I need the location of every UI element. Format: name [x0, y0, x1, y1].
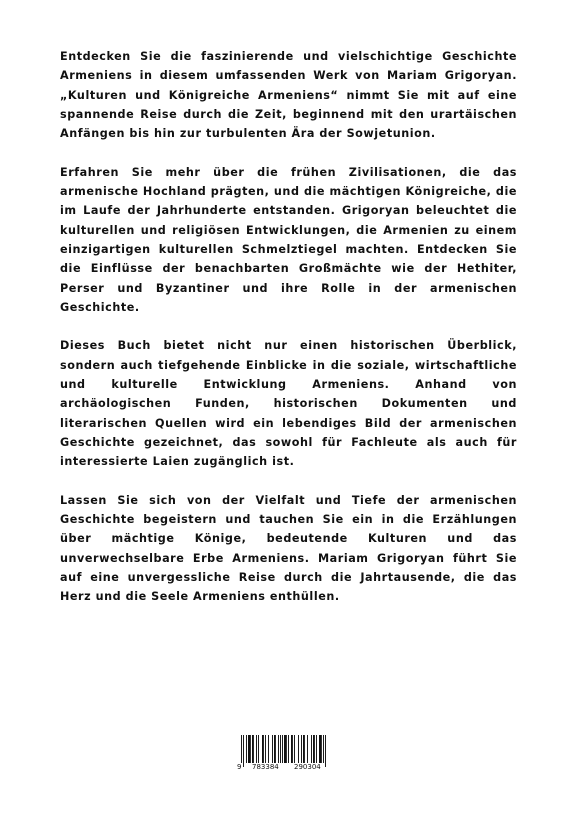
barcode-bar — [258, 735, 259, 763]
barcode-bar — [284, 735, 287, 763]
blurb-paragraph-2: Erfahren Sie mehr über die frühen Zivilisationen, die das armenische Hochland prägten, und die mächtigen Königreiche, die im Laufe der Jahrhunderte entstanden. Grigoryan beleuchtet die kulturellen und religiösen Entwicklungen, die Armenien zu einem einzigartigen kulturellen Schmelztiegel machten. Entdecken Sie die Einflüsse der benachbarten Großmächte wie der Hethiter, Perser und Byzantiner und ihre Rolle in der armenischen Geschichte. — [60, 165, 517, 314]
barcode-bar — [303, 735, 305, 763]
barcode-bar — [248, 735, 251, 763]
barcode-bar — [323, 735, 324, 763]
barcode-bar — [298, 735, 299, 763]
barcode-bar — [268, 735, 269, 763]
barcode-bar — [246, 735, 247, 763]
barcode-bar — [301, 735, 302, 763]
barcode-bar — [316, 735, 317, 763]
barcode-bar — [272, 735, 273, 763]
barcode-bar — [252, 735, 254, 763]
blurb-paragraph-3: Dieses Buch bietet nicht nur einen historischen Überblick, sondern auch tiefgehende Einblicke in die soziale, wirtschaftliche und kulturelle Entwicklung Armeniens. Anhand von archäologischen Funden, historischen Dokumenten und literarischen Quellen wird ein lebendiges Bild der armenischen Geschichte gezeichnet, das sowohl für Fachleute als auch für interessierte Laien zugänglich ist. — [60, 339, 517, 469]
barcode-bar — [311, 735, 312, 763]
barcode-left-group: 783384 — [252, 763, 279, 771]
barcode-lead-digit: 9 — [237, 763, 242, 771]
blurb-paragraph-4: Lassen Sie sich von der Vielfalt und Tiefe der armenischen Geschichte begeistern und tauchen Sie ein in die Erzählungen über mächtige Könige, bedeutende Kulturen und das unverwechselbare Erbe Armeniens. Mariam Grigoryan führt Sie auf eine unvergessliche Reise durch die Jahrtausende, die das Herz und die Seele Armeniens enthüllen. — [60, 493, 517, 604]
barcode-bar — [278, 735, 279, 763]
barcode-bar — [294, 735, 295, 763]
barcode-digits — [238, 763, 338, 773]
barcode-bar — [313, 735, 315, 763]
blurb-paragraph-1: Entdecken Sie die faszinierende und vielschichtige Geschichte Armeniens in diesem umfassenden Werk von Mariam Grigoryan. „Kulturen und Königreiche Armeniens“ nimmt Sie mit auf eine spannende Reise durch die Zeit, beginnend mit den urartäischen Anfängen bis hin zur turbulenten Ära der Sowjetunion. — [60, 50, 517, 141]
barcode-bar — [319, 735, 322, 763]
barcode-bar — [291, 735, 293, 763]
barcode-bar — [274, 735, 276, 763]
barcode-right-group: 290304 — [294, 763, 321, 771]
isbn-barcode — [238, 735, 338, 773]
barcode-bar — [262, 735, 264, 763]
barcode-bar — [280, 735, 281, 763]
barcode-bar — [256, 735, 257, 763]
barcode-bar — [288, 735, 289, 763]
barcode-bar — [265, 735, 266, 763]
blurb-text — [60, 47, 517, 626]
barcode-bar — [307, 735, 308, 763]
barcode-bar — [282, 735, 283, 763]
